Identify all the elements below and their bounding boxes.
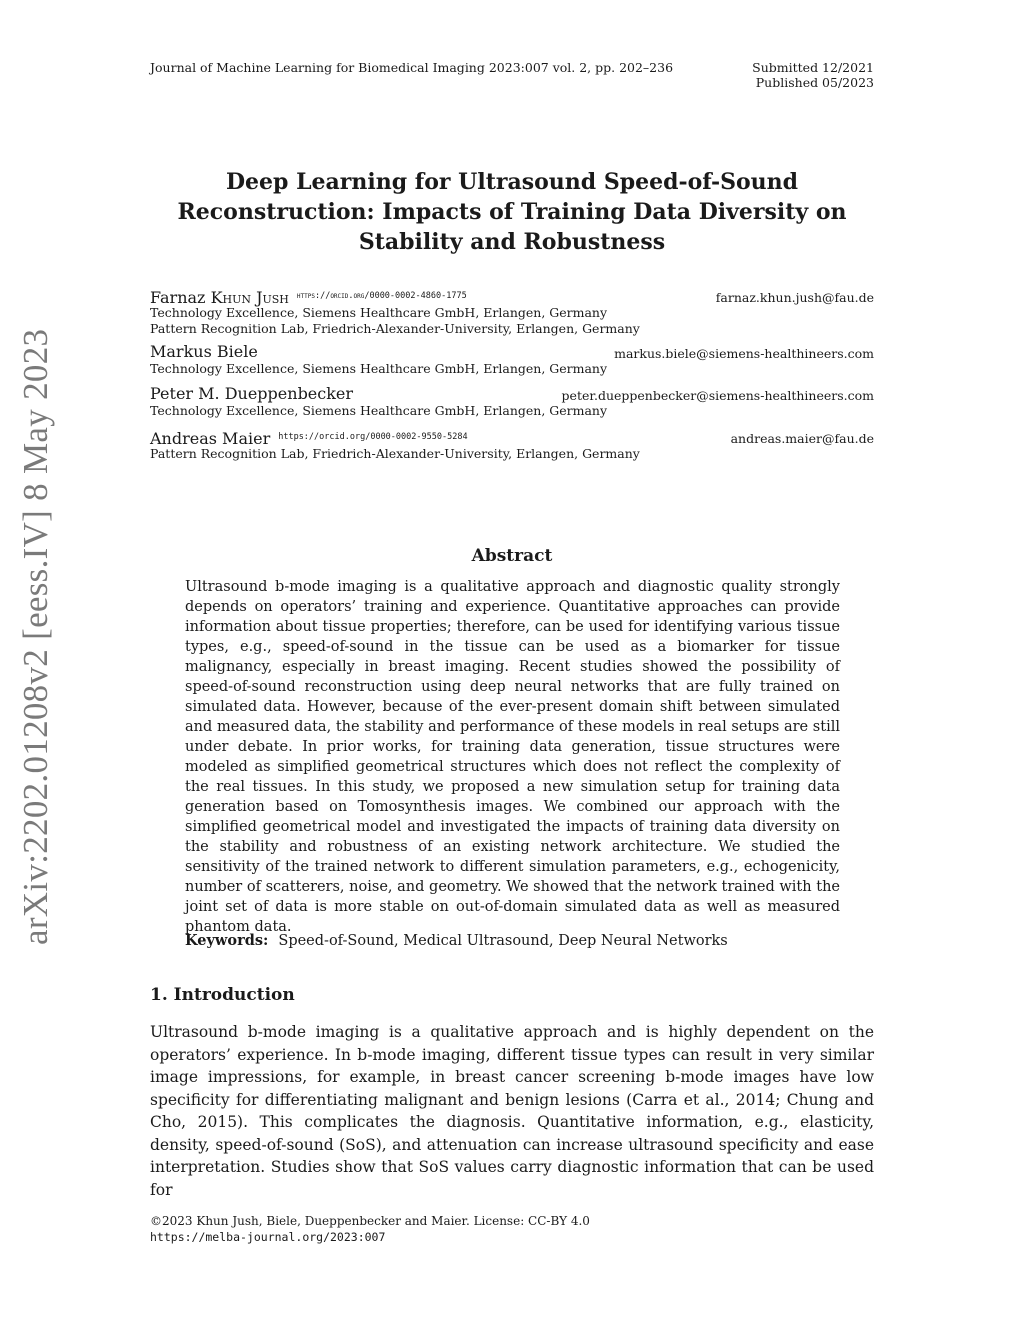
title-line-3: Stability and Robustness <box>358 229 666 255</box>
abstract-text: Ultrasound b-mode imaging is a qualitative approach and diagnostic quality strongly depends on operators’ training and experience. Quantitative approaches can provide information about tissue properties; therefore, can be used for identifying various tissue types, e.g., speed-of-sound in the tissue can be used as a biomarker for tissue malignancy, especially in breast imaging. Recent studies showed the possibility of speed-of-sound reconstruction using deep neural networks that are fully trained on simulated data. However, because of the ever-present domain shift between simulated and measured data, the stability and performance of these models in real setups are still under debate. In prior works, for training data generation, tissue structures were modeled as simplified geometrical structures which does not reflect the complexity of the real tissues. In this study, we proposed a new simulation setup for training data generation based on Tomosynthesis images. We combined our approach with the simplified geometrical model and investigated the impacts of training data diversity on the stability and robustness of an existing network architecture. We studied the sensitivity of the trained network to different simulation parameters, e.g., echogenicity, number of scatterers, noise, and geometry. We showed that the network trained with the joint set of data is more stable on out-of-domain simulated data as well as measured phantom data. <box>185 579 840 935</box>
author-2-name: Markus Biele <box>150 342 258 361</box>
keywords <box>185 932 728 949</box>
title-line-1: Deep Learning for Ultrasound Speed-of-Sound <box>225 169 799 195</box>
author-4-name: Andreas Maier $^{https://orcid.org/0000-0002-9550-5284}$ <box>150 429 468 448</box>
author-4-affiliation: Pattern Recognition Lab, Friedrich-Alexander-University, Erlangen, Germany <box>150 446 640 461</box>
author-3-name: Peter M. Dueppenbecker <box>150 384 354 403</box>
author-3-affiliation: Technology Excellence, Siemens Healthcare GmbH, Erlangen, Germany <box>150 403 608 418</box>
introduction-heading: 1. Introduction <box>150 985 295 1005</box>
author-2-email[interactable]: markus.biele@siemens-healthineers.com <box>614 346 874 361</box>
author-3-email[interactable]: peter.dueppenbecker@siemens-healthineers.com <box>561 388 874 403</box>
arxiv-identifier[interactable]: arXiv:2202.01208v2 [eess.IV] 8 May 2023 <box>16 328 55 945</box>
submitted-date: Submitted 12/2021 <box>752 60 874 75</box>
author-4-orcid-link[interactable]: https://orcid.org/0000-0002-9550-5284 <box>278 432 468 442</box>
author-1-orcid-link[interactable]: https://orcid.org/0000-0002-4860-1775 <box>296 291 467 301</box>
author-1-affiliation-1: Technology Excellence, Siemens Healthcare GmbH, Erlangen, Germany <box>150 305 608 320</box>
journal-url-link[interactable]: https://melba-journal.org/2023:007 <box>150 1230 386 1244</box>
paper-title <box>0 167 1024 257</box>
author-1-surname: Khun Jush <box>210 288 289 307</box>
author-1-email[interactable]: farnaz.khun.jush@fau.de <box>715 290 874 305</box>
journal-header: Journal of Machine Learning for Biomedical Imaging 2023:007 vol. 2, pp. 202–236 <box>150 60 674 75</box>
published-date: Published 05/2023 <box>755 75 874 90</box>
author-2-affiliation: Technology Excellence, Siemens Healthcare GmbH, Erlangen, Germany <box>150 361 608 376</box>
introduction-text: Ultrasound b-mode imaging is a qualitative approach and is highly dependent on the operators’ experience. In b-mode imaging, different tissue types can result in very similar image impressions, for example, in breast cancer screening b-mode images have low specificity for differentiating malignant and benign lesions (Carra et al., 2014; Chung and Cho, 2015). This complicates the diagnosis. Quantitative information, e.g., elasticity, density, speed-of-sound (SoS), and attenuation can increase ultrasound specificity and ease interpretation. Studies show that SoS values carry diagnostic information that can be used for <box>150 1023 874 1199</box>
author-1-name: Farnaz Khun Jush $^{https://orcid.org/0000-0002-4860-1775}$ <box>150 288 467 307</box>
author-4-email[interactable]: andreas.maier@fau.de <box>730 431 874 446</box>
keywords-text: Speed-of-Sound, Medical Ultrasound, Deep Neural Networks <box>278 933 728 949</box>
keywords-label: Keywords: <box>185 932 269 949</box>
copyright-notice: ©2023 Khun Jush, Biele, Dueppenbecker and Maier. License: CC-BY 4.0 <box>150 1214 590 1228</box>
abstract-heading: Abstract <box>471 546 553 566</box>
author-1-affiliation-2: Pattern Recognition Lab, Friedrich-Alexander-University, Erlangen, Germany <box>150 321 640 336</box>
title-line-2: Reconstruction: Impacts of Training Data Diversity on <box>177 199 847 225</box>
